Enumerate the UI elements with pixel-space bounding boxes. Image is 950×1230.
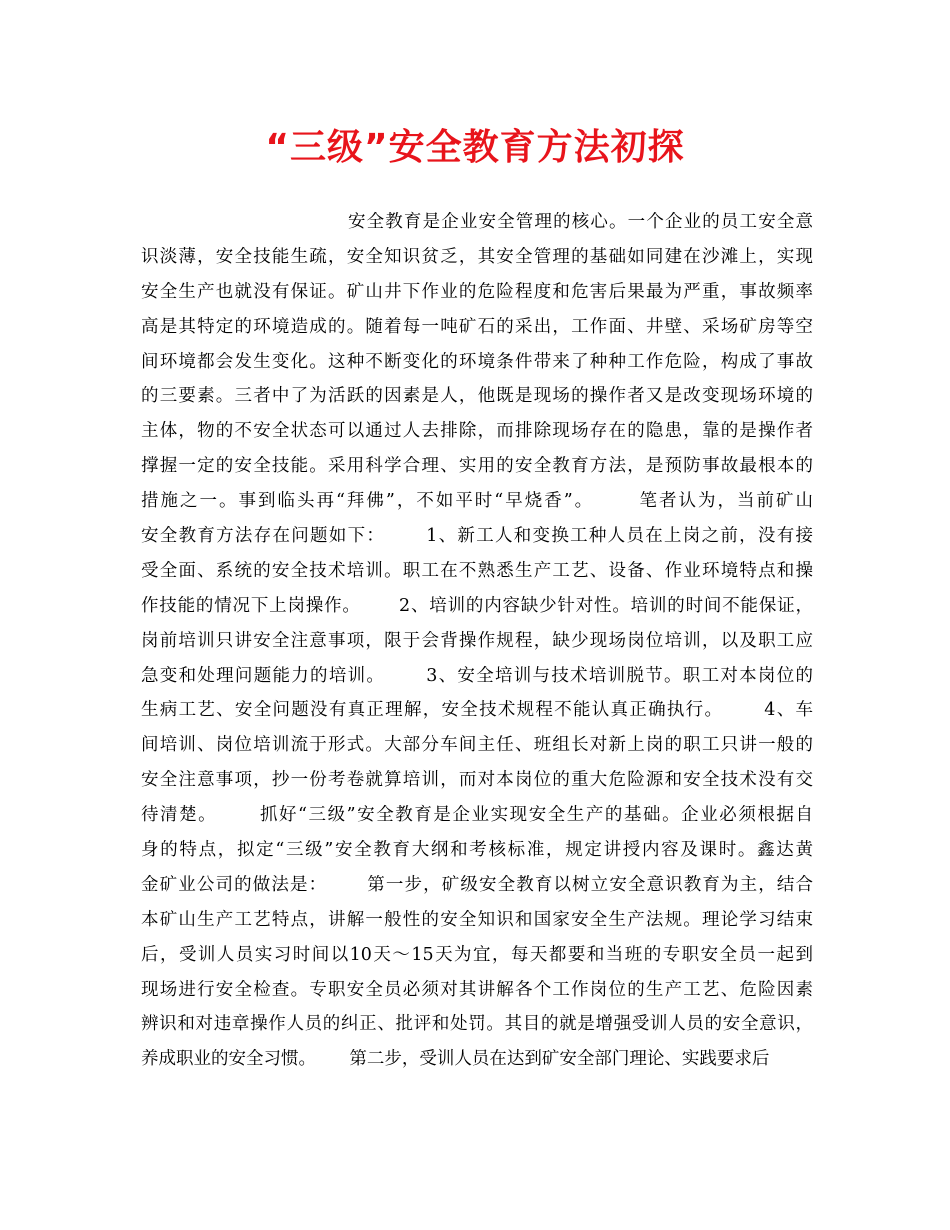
body-line: 高是其特定的环境造成的。随着每一吨矿石的采出，工作面、井壁、采场矿房等空 bbox=[141, 316, 813, 337]
body-line: 金矿业公司的做法是： 第一步，矿级安全教育以树立安全意识教育为主，结合 bbox=[141, 874, 813, 895]
body-line: 安全注意事项，抄一份考卷就算培训，而对本岗位的重大危险源和安全技术没有交 bbox=[141, 770, 813, 791]
body-line: 安全生产也就没有保证。矿山井下作业的危险程度和危害后果最为严重，事故频率 bbox=[141, 281, 813, 302]
body-line: 措施之一。事到临头再“拜佛”，不如平时“早烧香”。 笔者认为，当前矿山 bbox=[141, 491, 813, 512]
body-line: 安全教育方法存在问题如下： 1、新工人和变换工种人员在上岗之前，没有接 bbox=[141, 526, 813, 547]
body-line: 主体，物的不安全状态可以通过人去排除，而排除现场存在的隐患，靠的是操作者 bbox=[141, 421, 813, 442]
body-line: 急变和处理问题能力的培训。 3、安全培训与技术培训脱节。职工对本岗位的 bbox=[141, 665, 813, 686]
body-line: 岗前培训只讲安全注意事项，限于会背操作规程，缺少现场岗位培训，以及职工应 bbox=[141, 630, 813, 651]
body-line: 间环境都会发生变化。这种不断变化的环境条件带来了种种工作危险，构成了事故 bbox=[141, 351, 813, 372]
body-line: 身的特点，拟定“三级”安全教育大纲和考核标准，规定讲授内容及课时。鑫达黄 bbox=[141, 840, 813, 861]
document-body bbox=[141, 205, 813, 1077]
body-line: 养成职业的安全习惯。 第二步，受训人员在达到矿安全部门理论、实践要求后 bbox=[141, 1049, 770, 1070]
body-line: 后，受训人员实习时间以10天～15天为宜，每天都要和当班的专职安全员一起到 bbox=[141, 944, 813, 965]
body-line: 作技能的情况下上岗操作。 2、培训的内容缺少针对性。培训的时间不能保证， bbox=[141, 595, 813, 616]
body-line: 安全教育是企业安全管理的核心。一个企业的员工安全意 bbox=[348, 212, 813, 232]
body-line: 识淡薄，安全技能生疏，安全知识贫乏，其安全管理的基础如同建在沙滩上，实现 bbox=[141, 246, 813, 267]
document-title: “三级”安全教育方法初探 bbox=[265, 127, 685, 168]
body-line: 撑握一定的安全技能。采用科学合理、实用的安全教育方法，是预防事故最根本的 bbox=[141, 456, 813, 477]
body-line: 的三要素。三者中了为活跃的因素是人，他既是现场的操作者又是改变现场环境的 bbox=[141, 386, 813, 407]
body-line: 待清楚。 抓好“三级”安全教育是企业实现安全生产的基础。企业必须根据自 bbox=[141, 805, 813, 826]
body-line: 受全面、系统的安全技术培训。职工在不熟悉生产工艺、设备、作业环境特点和操 bbox=[141, 560, 813, 581]
body-line: 间培训、岗位培训流于形式。大部分车间主任、班组长对新上岗的职工只讲一般的 bbox=[141, 735, 813, 756]
body-line: 现场进行安全检查。专职安全员必须对其讲解各个工作岗位的生产工艺、危险因素 bbox=[141, 979, 813, 1000]
body-line: 本矿山生产工艺特点，讲解一般性的安全知识和国家安全生产法规。理论学习结束 bbox=[141, 909, 813, 930]
body-line: 辨识和对违章操作人员的纠正、批评和处罚。其目的就是增强受训人员的安全意识， bbox=[141, 1014, 813, 1035]
body-line: 生病工艺、安全问题没有真正理解，安全技术规程不能认真正确执行。 4、车 bbox=[141, 700, 813, 721]
